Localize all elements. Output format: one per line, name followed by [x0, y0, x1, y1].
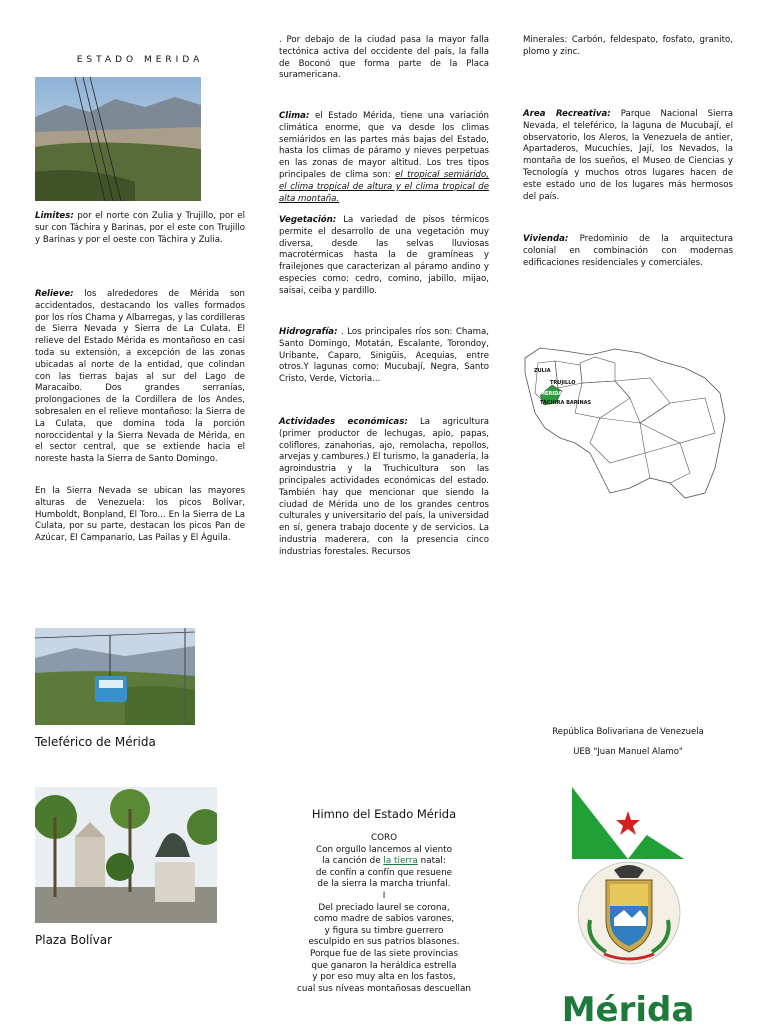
- minerales-paragraph: Minerales: Carbón, feldespato, fosfato, granito, plomo y zinc.: [523, 35, 733, 57]
- plaza-caption: Plaza Bolívar: [35, 933, 113, 947]
- republica-text: República Bolivariana de Venezuela: [552, 727, 704, 737]
- actividades-paragraph: [279, 417, 489, 559]
- himno-lyrics: [279, 833, 489, 995]
- map-label-tachira: TÁCHIRA BARINAS: [540, 400, 592, 406]
- actividades-text: La agricultura (primer productor de lechugas, apio, papas, coliflores, zanahorias, ajo, remolacha, repollos, arvejas y cambures.) El turismo, la ganadería, la agroindustria y la Truchicultura son las principales actividades económicas del estado. También hay que mencionar que siendo la ciudad de Mérida uno de los grandes centros culturales y universitario del país, la universidad en sí, genera trabajo docente y de servicios. La industria maderera, con la presencia cinco industrias forestales. Recursos: [279, 417, 489, 557]
- picos-paragraph: En la Sierra Nevada se ubican las mayores alturas de Venezuela: los picos Bolívar, Humboldt, Bonpland, El Toro... En la Sierra de La Culata, por su parte, destacan los picos Pan de Azúcar, El Campanario, Las Pailas y El Águila.: [35, 486, 245, 544]
- area-recreativa-paragraph: [523, 109, 733, 203]
- vivienda-label: Vivienda:: [523, 234, 569, 244]
- ueb-text: UEB "Juan Manuel Alamo": [573, 747, 683, 757]
- area-text: Parque Nacional Sierra Nevada, el teleférico, la laguna de Mucubají, el observatorio, los Aleros, la Venezuela de antier, Apartaderos, Mucuchíes, Jají, los Nevados, la montaña de los sueños, el Museo de Ciencias y Tecnología y muchos otros lugares hacen de este estado uno de los lugares más hermosos del país.: [523, 109, 733, 202]
- relieve-text: los alrededores de Mérida son accidentados, destacando los valles formados por los ríos Chama y Albarregas, y las cordilleras de Sierra Nevada y Sierra de La Culata. El relieve del Estado Mérida es montañoso en casi toda su extensión, a excepción de las zonas ubicadas al norte de la entidad, que colindan con las tierras bajas al sur del Lago de Maracaibo. Dos grandes serranías, prolongaciones de la Cordillera de los Andes, sobresalen en el relieve montañoso: la Sierra de La Culata, que domina toda la porción noroccidental y la Sierra Nevada de Mérida, en el sector central, que se extiende hacia el noreste hasta la Sierra de Santo Domingo.: [35, 289, 246, 465]
- himno-line: y figura su timbre guerrero: [324, 925, 444, 936]
- himno-line: que ganaron la heráldica estrella: [311, 960, 457, 971]
- hidrografia-paragraph: [279, 327, 489, 386]
- merida-title: Mérida: [561, 990, 695, 1030]
- teleferico-photo: [35, 628, 195, 725]
- himno-coro: CORO: [370, 833, 398, 843]
- himno-line: esculpido en sus patrios blasones.: [308, 937, 460, 948]
- himno-line: cual sus níveas montañosas descuellan: [297, 983, 471, 994]
- map-label-zulia: ZULIA: [534, 368, 551, 374]
- himno-line: Porque fue de las siete provincias: [309, 948, 459, 959]
- himno-line: de confín a confín que resuene: [315, 867, 453, 878]
- himno-roman: I: [382, 890, 386, 901]
- himno-line: Del preciado laurel se corona,: [318, 902, 450, 913]
- clima-text: el Estado Mérida, tiene una variación climática enorme, que va desde los climas semiáridos en las partes más bajas del Estado, hasta los climas de páramo y nieves perpetuas en las zonas de mayor altitud. Los tres tipos principales de clima son:: [279, 111, 489, 180]
- area-label: Area Recreativa:: [523, 109, 611, 119]
- himno-line: como madre de sabios varones,: [313, 914, 455, 925]
- clima-types: el tropical semiárido, el clima tropical de altura y el clima tropical de alta montaña.: [279, 169, 489, 204]
- limites-paragraph: [35, 211, 245, 246]
- vivienda-paragraph: [523, 234, 733, 269]
- himno-line: y por eso muy alta en los fastos,: [312, 972, 456, 983]
- hidrografia-text: . Los principales ríos son: Chama, Santo Domingo, Motatán, Escalante, Torondoy, Uribante, Caparo, Sinigüis, Acequias, entre otros.Y lagunas como: Mucubají, Negra, Santo Cristo, Verde, Victoria...: [279, 327, 489, 385]
- actividades-label: Actividades económicas:: [279, 417, 408, 427]
- relieve-paragraph: [35, 289, 245, 466]
- merida-valley-photo: [35, 77, 201, 201]
- himno-title: Himno del Estado Mérida: [311, 807, 457, 821]
- merida-coat-of-arms: [576, 860, 682, 966]
- plaza-bolivar-photo: [35, 787, 217, 923]
- limites-text: por el norte con Zulia y Trujillo, por el sur con Táchira y Barinas, por el este con Trujillo y Barinas y por el oeste con Táchira y Zulia.: [35, 211, 245, 245]
- himno-line: Con orgullo lancemos al viento: [315, 844, 453, 855]
- clima-paragraph: [279, 111, 489, 205]
- hidrografia-label: Hidrografía:: [279, 327, 338, 337]
- clima-label: Clima:: [279, 111, 310, 121]
- la-tierra-link[interactable]: la tierra: [383, 856, 418, 867]
- teleferico-caption: Teleférico de Mérida: [35, 735, 156, 749]
- map-label-trujillo: TRUJILLO: [550, 380, 576, 386]
- vegetacion-label: Vegetación:: [279, 215, 337, 225]
- himno-line: de la sierra la marcha triunfal.: [317, 879, 451, 890]
- relieve-label: Relieve:: [35, 289, 74, 299]
- falla-paragraph: . Por debajo de la ciudad pasa la mayor falla tectónica activa del occidente del país, la falla de Boconó que forma parte de la Placa suramericana.: [279, 35, 489, 81]
- page-title: ESTADO MERIDA: [76, 55, 204, 65]
- merida-flag: [572, 787, 684, 859]
- venezuela-map: [520, 343, 730, 503]
- vivienda-text: Predominio de la arquitectura colonial en combinación con modernas edificaciones residenciales y comerciales.: [523, 234, 733, 268]
- vegetacion-paragraph: [279, 215, 489, 298]
- vegetacion-text: La variedad de pisos térmicos permite el desarrollo de una vegetación muy diversa, desde las selvas lluviosas macrotérmicas hasta la de gramíneas y frailejones que caracterizan al páramo andino y especies como: cedro, comino, jabillo, mijao, saisai, ceiba y pardillo.: [279, 215, 489, 296]
- himno-line: la canción de la tierra natal:: [322, 856, 446, 867]
- map-label-merida: MÉRIDA: [540, 391, 563, 397]
- limites-label: Limites:: [35, 211, 74, 221]
